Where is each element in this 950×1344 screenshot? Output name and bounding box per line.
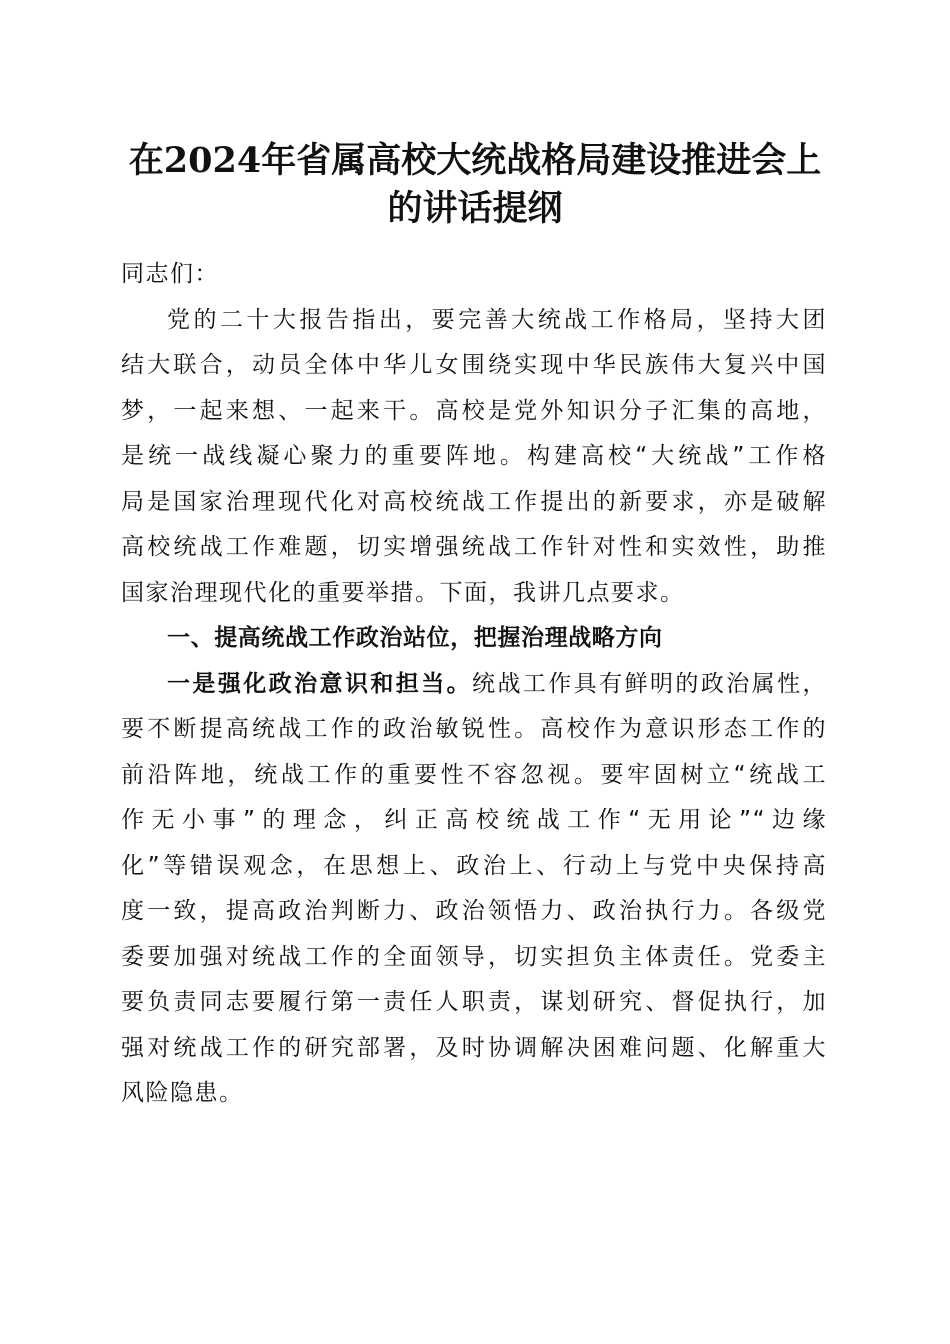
intro-line-2: 结大联合，动员全体中华儿女围绕实现中华民族伟大复兴中国 [121,352,827,378]
point1-line-6: 度一致，提高政治判断力、政治领悟力、政治执行力。各级党 [121,898,827,924]
point1-line-10: 风险隐患。 [121,1080,244,1106]
salutation: 同志们： [121,261,219,287]
point1-line-4: 作无小事”的理念，纠正高校统战工作“无用论”“边缘 [121,807,827,833]
document-title [100,137,850,233]
point1-line-3: 前沿阵地，统战工作的重要性不容忽视。要牢固树立“统战工 [121,761,827,788]
point1-line-9: 强对统战工作的研究部署，及时协调解决困难问题、化解重大 [121,1034,827,1061]
point1-line-5: 化”等错误观念，在思想上、政治上、行动上与党中央保持高 [121,852,827,879]
intro-line-3: 梦，一起来想、一起来干。高校是党外知识分子汇集的高地， [121,397,827,424]
intro-line-1: 党的二十大报告指出，要完善大统战工作格局，坚持大团 [167,306,827,333]
point1-line-7: 委要加强对统战工作的全面领导，切实担负主体责任。党委主 [121,943,827,970]
point1-first-rest: 统战工作具有鲜明的政治属性， [472,670,828,697]
intro-line-6: 高校统战工作难题，切实增强统战工作针对性和实效性，助推 [121,534,827,560]
title-line-2: 的讲话提纲 [387,188,563,229]
intro-line-5: 局是国家治理现代化对高校统战工作提出的新要求，亦是破解 [121,488,827,515]
point1-line-2: 要不断提高统战工作的政治敏锐性。高校作为意识形态工作的 [121,716,827,742]
intro-line-4: 是统一战线凝心聚力的重要阵地。构建高校“大统战”工作格 [121,443,827,469]
section-heading-1: 一、提高统战工作政治站位，把握治理战略方向 [167,625,663,651]
point1-line-1 [121,662,827,708]
intro-line-7: 国家治理现代化的重要举措。下面，我讲几点要求。 [121,579,685,606]
title-line-1: 在2024年省属高校大统战格局建设推进会上 [128,140,822,181]
document-body [121,252,827,1117]
point1-lead: 一是强化政治意识和担当。 [167,670,473,697]
point1-line-8: 要负责同志要履行第一责任人职责，谋划研究、督促执行，加 [121,989,827,1015]
